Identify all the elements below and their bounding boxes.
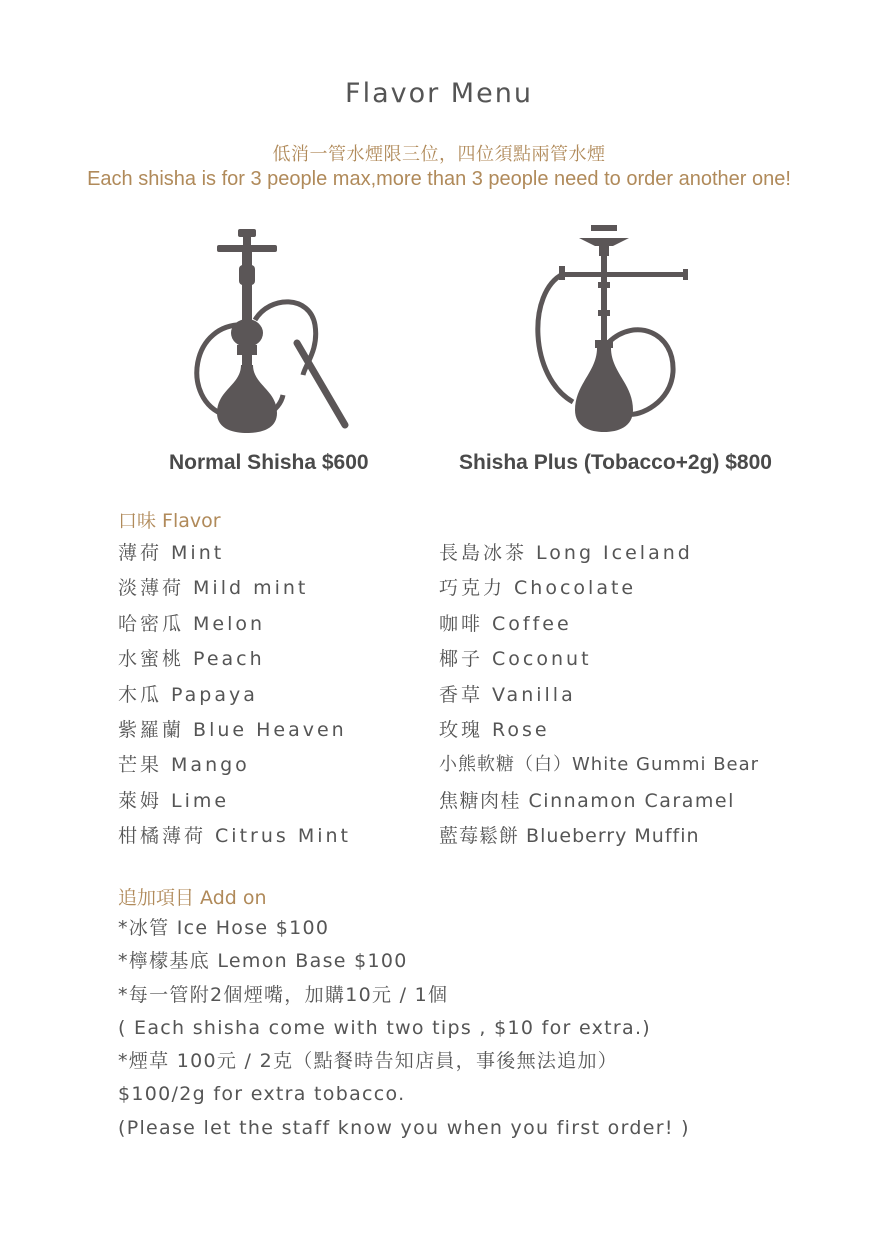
list-item: 咖啡 Coffee [439,612,572,635]
list-item: (Please let the staff know you when you first order! ) [118,1116,690,1139]
list-item: *每一管附2個煙嘴，加購10元 / 1個 [118,983,449,1006]
flavor-list-right [439,540,759,859]
list-item: *檸檬基底 Lemon Base $100 [118,950,408,973]
list-item: 萊姆 Lime [118,789,230,812]
list-item: *煙草 100元 / 2克（點餐時告知店員，事後無法追加） [118,1050,619,1073]
hookah-icon [535,222,690,436]
list-item: 哈密瓜 Melon [118,612,266,635]
list-item: 木瓜 Papaya [118,683,258,706]
list-item: *冰管 Ice Hose $100 [118,917,330,939]
shisha-plus-price: Shisha Plus (Tobacco+2g) $800 [459,451,772,474]
flavor-list-left [118,540,351,859]
addon-heading: 追加項目 Add on [118,887,267,909]
page-title: Flavor Menu [345,78,533,109]
list-item: 長島冰茶 Long Iceland [439,542,693,564]
capacity-note-chinese: 低消一管水煙限三位，四位須點兩管水煙 [272,144,606,165]
list-item: 椰子 Coconut [439,648,592,671]
normal-shisha-price: Normal Shisha $600 [169,451,369,474]
list-item: 水蜜桃 Peach [118,648,265,671]
list-item: ( Each shisha come with two tips , $10 for extra.) [118,1016,652,1039]
list-item: 芒果 Mango [118,754,250,777]
list-item: $100/2g for extra tobacco. [118,1083,406,1106]
list-item: 玫瑰 Rose [439,718,550,741]
list-item: 香草 Vanilla [439,683,576,706]
hookah-icon [185,225,355,437]
capacity-note-english: Each shisha is for 3 people max,more than 3 people need to order another one! [87,168,791,190]
flavor-heading: 口味 Flavor [118,510,221,532]
list-item: 藍莓鬆餅 Blueberry Muffin [439,825,700,848]
list-item: 焦糖肉桂 Cinnamon Caramel [439,789,735,812]
list-item: 薄荷 Mint [118,542,225,564]
list-item: 柑橘薄荷 Citrus Mint [118,825,351,848]
list-item: 紫羅蘭 Blue Heaven [118,718,347,741]
list-item: 巧克力 Chocolate [439,577,637,600]
addon-list [118,915,690,1148]
list-item: 淡薄荷 Mild mint [118,577,309,600]
list-item: 小熊軟糖（白）White Gummi Bear [439,754,760,776]
